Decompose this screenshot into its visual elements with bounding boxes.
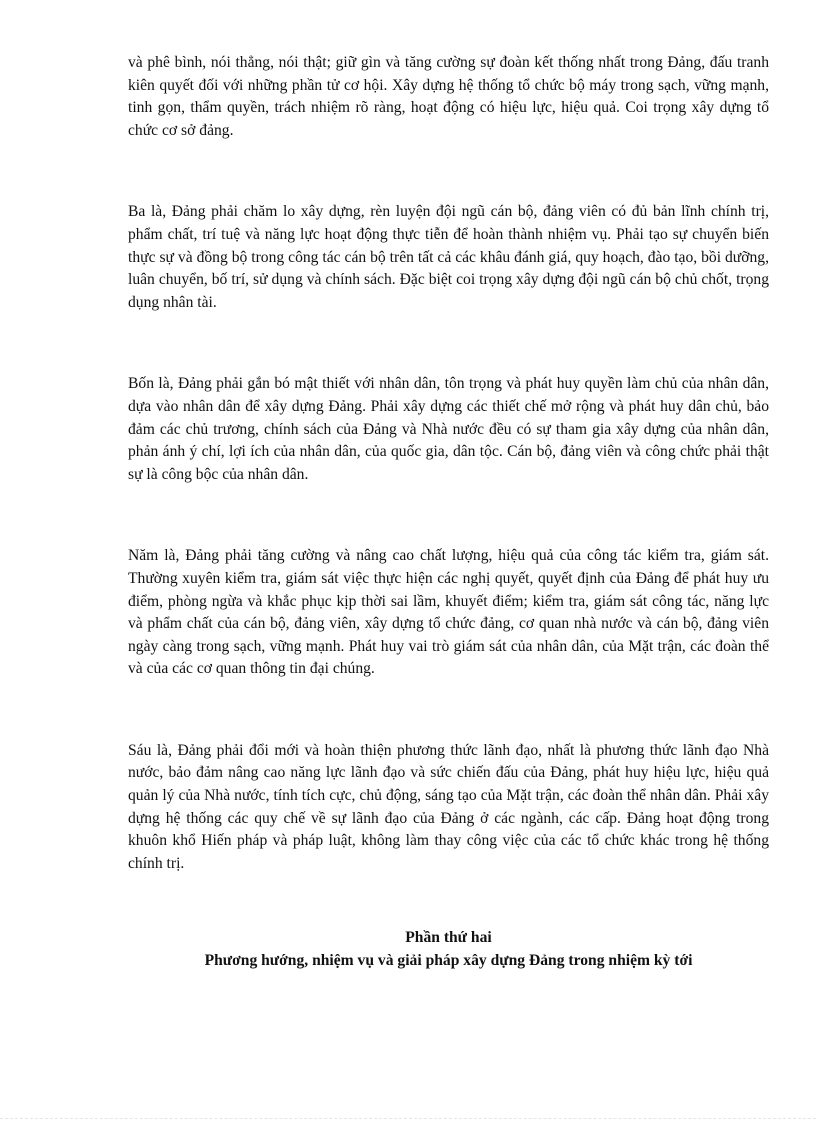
document-page <box>128 52 769 973</box>
paragraph-ba-la: Ba là, Đảng phải chăm lo xây dựng, rèn luyện đội ngũ cán bộ, đảng viên có đủ bản lĩnh chính trị, phẩm chất, trí tuệ và năng lực hoạt động thực tiễn để hoàn thành nhiệm vụ. Phải tạo sự chuyển biến thực sự và đồng bộ trong công tác cán bộ trên tất cả các khâu đánh giá, quy hoạch, đào tạo, bồi dưỡng, luân chuyển, bố trí, sử dụng và chính sách. Đặc biệt coi trọng xây dựng đội ngũ cán bộ chủ chốt, trọng dụng nhân tài. <box>128 203 769 311</box>
paragraph-gap <box>128 142 769 201</box>
paragraph-sau-la: Sáu là, Đảng phải đổi mới và hoàn thiện phương thức lãnh đạo, nhất là phương thức lãnh đạo Nhà nước, bảo đảm nâng cao năng lực lãnh đạo và sức chiến đấu của Đảng, phát huy hiệu lực, hiệu quả quản lý của Nhà nước, tính tích cực, chủ động, sáng tạo của Mặt trận, các đoàn thể nhân dân. Phải xây dựng hệ thống các quy chế về sự lãnh đạo của Đảng ở các ngành, các cấp. Đảng hoạt động trong khuôn khổ Hiến pháp và pháp luật, không làm thay công việc của các tổ chức khác trong hệ thống chính trị. <box>128 741 769 872</box>
page-bottom-rule <box>0 1118 816 1119</box>
paragraph-gap <box>128 486 769 545</box>
section-heading: Phần thứ hai <box>405 929 492 947</box>
heading-gap <box>128 875 769 927</box>
paragraph-bon-la: Bốn là, Đảng phải gắn bó mật thiết với nhân dân, tôn trọng và phát huy quyền làm chủ của nhân dân, dựa vào nhân dân để xây dựng Đảng. Phải xây dựng các thiết chế mở rộng và phát huy dân chủ, bảo đảm các chủ trương, chính sách của Đảng và Nhà nước đều có sự tham gia xây dựng của nhân dân, phản ánh ý chí, lợi ích của nhân dân, của quốc gia, dân tộc. Cán bộ, đảng viên và công chức phải thật sự là công bộc của nhân dân. <box>128 375 769 483</box>
paragraph-gap <box>128 681 769 740</box>
paragraph-nam-la: Năm là, Đảng phải tăng cường và nâng cao chất lượng, hiệu quả của công tác kiểm tra, giám sát. Thường xuyên kiểm tra, giám sát việc thực hiện các nghị quyết, quyết định của Đảng để phát huy ưu điểm, phòng ngừa và khắc phục kịp thời sai lầm, khuyết điểm; kiểm tra, giám sát công tác, năng lực và phẩm chất của cán bộ, đảng viên, xây dựng tổ chức đảng, cơ quan nhà nước và cán bộ, đảng viên ngày càng trong sạch, vững mạnh. Phát huy vai trò giám sát của nhân dân, của Mặt trận, các đoàn thể và của các cơ quan thông tin đại chúng. <box>128 547 769 678</box>
paragraph-gap <box>128 314 769 373</box>
section-subheading: Phương hướng, nhiệm vụ và giải pháp xây dựng Đảng trong nhiệm kỳ tới <box>204 952 693 970</box>
paragraph-continuation: và phê bình, nói thẳng, nói thật; giữ gìn và tăng cường sự đoàn kết thống nhất trong Đảng, đấu tranh kiên quyết đối với những phần tử cơ hội. Xây dựng hệ thống tổ chức bộ máy trong sạch, vững mạnh, tinh gọn, thẩm quyền, trách nhiệm rõ ràng, hoạt động có hiệu lực, hiệu quả. Coi trọng xây dựng tổ chức cơ sở đảng. <box>128 54 769 139</box>
